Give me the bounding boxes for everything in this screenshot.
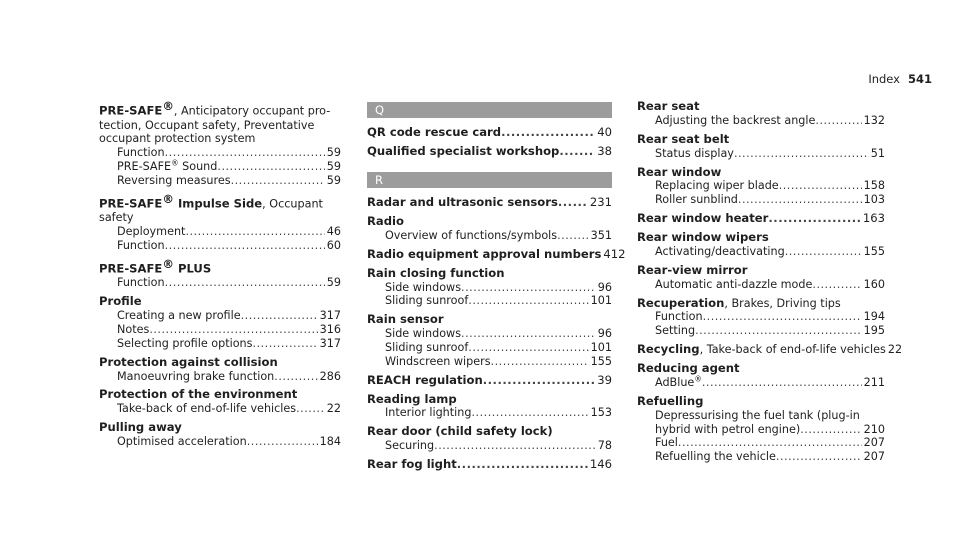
- subentry[interactable]: Side windows ..... 96: [367, 281, 612, 295]
- page-ref: 184: [319, 435, 341, 449]
- index-entry-radio: [367, 215, 612, 243]
- index-entry-rear-fog-light[interactable]: Rear fog light ..... 146: [367, 458, 612, 472]
- entry-heading[interactable]: Rear window wipers: [637, 230, 769, 245]
- entry-heading[interactable]: Reducing agent: [637, 361, 740, 376]
- page-ref: 59: [326, 146, 341, 160]
- page-ref: 132: [863, 113, 885, 127]
- page-ref: 39: [597, 372, 612, 387]
- index-entry-rear-window-heater[interactable]: Rear window heater ..... 163: [637, 212, 885, 226]
- subentry[interactable]: AdBlue® ..... 211: [637, 376, 885, 390]
- subentry[interactable]: Windscreen wipers ..... 155: [367, 355, 612, 369]
- index-entry-rear-seat: [637, 100, 885, 128]
- index-entry-profile: [99, 295, 341, 350]
- subentry[interactable]: Deployment ..... 46: [99, 225, 341, 239]
- subentry[interactable]: Notes ..... 316: [99, 323, 341, 337]
- page-ref: 160: [863, 277, 885, 291]
- entry-heading[interactable]: Pulling away: [99, 420, 182, 435]
- page-ref: 163: [862, 211, 885, 226]
- subentry[interactable]: Replacing wiper blade ..... 158: [637, 179, 885, 193]
- entry-heading[interactable]: Refuelling: [637, 394, 704, 409]
- index-entry-rain-closing-function: [367, 267, 612, 308]
- subentry[interactable]: Overview of functions/symbols ..... 351: [367, 229, 612, 243]
- page-ref: 412: [603, 246, 626, 261]
- page-ref: 211: [863, 376, 885, 390]
- page-ref: 351: [590, 228, 612, 242]
- index-entry-pre-safe: [99, 100, 341, 188]
- subentry[interactable]: Interior lighting ..... 153: [367, 406, 612, 420]
- registered-mark: ®: [162, 256, 174, 271]
- index-entry-reducing-agent: [637, 362, 885, 390]
- subentry[interactable]: Function ..... 194: [637, 310, 885, 324]
- registered-mark: ®: [162, 99, 174, 113]
- page-header: [868, 72, 932, 86]
- index-entry-qr-code-rescue-card[interactable]: QR code rescue card ..... 40: [367, 126, 612, 140]
- index-entry-pre-safe-plus: PRE-SAFE® PLUS Function ..... 59: [99, 258, 341, 290]
- page-ref: 60: [326, 238, 341, 252]
- entry-heading[interactable]: PRE-SAFE: [99, 261, 163, 276]
- page-number: 541: [907, 72, 932, 86]
- subentry[interactable]: Creating a new profile ..... 317: [99, 309, 341, 323]
- entry-heading[interactable]: Rain sensor: [367, 312, 444, 327]
- page-ref: 195: [863, 324, 885, 338]
- entry-context-cont: tection, Occupant safety, Preventative: [99, 118, 315, 132]
- page-ref: 153: [590, 406, 612, 420]
- subentry[interactable]: Securing ..... 78: [367, 439, 612, 453]
- page-ref: 40: [597, 125, 612, 139]
- subentry[interactable]: Function ..... 59: [99, 146, 341, 160]
- page-ref: 317: [319, 336, 341, 350]
- index-column-3: [637, 99, 903, 469]
- index-entry-protection-of-environment: [99, 388, 341, 416]
- entry-heading[interactable]: Reading lamp: [367, 391, 457, 406]
- page-ref: 101: [590, 294, 612, 308]
- page-ref: 155: [590, 354, 612, 368]
- index-entry-protection-against-collision: [99, 356, 341, 384]
- subentry[interactable]: Roller sunblind ..... 103: [637, 193, 885, 207]
- page-ref: 59: [326, 173, 341, 187]
- index-entry-rear-seat-belt: [637, 133, 885, 161]
- index-entry-reading-lamp: [367, 393, 612, 421]
- page-ref: 207: [863, 436, 885, 450]
- subentry[interactable]: Selecting profile options ..... 317: [99, 337, 341, 351]
- subentry[interactable]: Function ..... 59: [99, 276, 341, 290]
- index-entry-pulling-away: [99, 421, 341, 449]
- page-ref: 38: [597, 143, 612, 158]
- subentry[interactable]: Depressurising the fuel tank (plug-in hybrid with petrol engine) ..... 210: [637, 409, 885, 437]
- subentry[interactable]: Sliding sunroof ..... 101: [367, 341, 612, 355]
- page-ref: 22: [887, 343, 903, 357]
- subentry[interactable]: Manoeuvring brake function ..... 286: [99, 370, 341, 384]
- section-header-r: R: [367, 172, 612, 188]
- page-ref: 51: [870, 146, 885, 160]
- index-entry-qualified-specialist-workshop[interactable]: Qualified specialist workshop ..... 38: [367, 145, 612, 159]
- index-entry-recuperation: [637, 297, 885, 338]
- entry-context: , Occupant safety: [99, 197, 323, 225]
- page-ref: 101: [590, 340, 612, 354]
- page-ref: 146: [589, 457, 612, 472]
- index-entry-pre-safe-impulse-side: PRE-SAFE® Impulse Side, Occupant safety Deployment ..... 46 Function ..... 60: [99, 193, 341, 253]
- entry-heading[interactable]: Rain closing function: [367, 265, 505, 280]
- page-ref: 155: [863, 244, 885, 258]
- page-ref: 96: [597, 280, 612, 294]
- entry-heading[interactable]: Protection of the environment: [99, 387, 298, 402]
- index-entry-rear-view-mirror: [637, 264, 885, 292]
- entry-heading[interactable]: Rear seat: [637, 99, 700, 113]
- index-entry-radar-ultrasonic-sensors[interactable]: Radar and ultrasonic sensors ..... 231: [367, 196, 612, 210]
- registered-mark: ®: [162, 191, 174, 206]
- index-column-1: [99, 100, 341, 454]
- index-entry-rear-door-child-lock: [367, 425, 612, 453]
- subentry[interactable]: Fuel ..... 207: [637, 436, 885, 450]
- entry-heading[interactable]: Protection against collision: [99, 354, 278, 369]
- subentry[interactable]: Activating/deactivating ..... 155: [637, 245, 885, 259]
- entry-heading[interactable]: Radio: [367, 213, 404, 228]
- page-ref: 231: [589, 194, 612, 209]
- subentry[interactable]: Optimised acceleration ..... 184: [99, 435, 341, 449]
- header-index-label: Index: [868, 72, 900, 86]
- index-entry-rear-window-wipers: [637, 231, 885, 259]
- page-ref: 96: [597, 327, 612, 341]
- subentry[interactable]: Setting ..... 195: [637, 324, 885, 338]
- subentry[interactable]: Function ..... 60: [99, 239, 341, 253]
- index-entry-recycling[interactable]: Recycling, Take-back of end-of-life vehicles 22: [637, 342, 903, 357]
- page-ref: 59: [326, 276, 341, 290]
- page-ref: 78: [597, 439, 612, 453]
- subentry[interactable]: Take-back of end-of-life vehicles ..... 22: [99, 402, 341, 416]
- entry-heading[interactable]: PRE-SAFE: [99, 196, 163, 211]
- entry-heading[interactable]: Rear window: [637, 164, 722, 179]
- entry-heading[interactable]: Profile: [99, 294, 142, 309]
- page-ref: 210: [863, 422, 885, 436]
- index-column-2: [367, 102, 626, 477]
- index-entry-rain-sensor: [367, 313, 612, 368]
- page-ref: 194: [863, 310, 885, 324]
- section-header-q: Q: [367, 102, 612, 118]
- entry-context-cont: occupant protection system: [99, 132, 256, 146]
- entry-heading[interactable]: Rear seat belt: [637, 131, 730, 146]
- index-entry-radio-equipment-approval[interactable]: Radio equipment approval numbers 412: [367, 246, 626, 261]
- entry-heading[interactable]: Rear door (child safety lock): [367, 424, 553, 439]
- index-entry-rear-window: [637, 166, 885, 207]
- entry-context: , Anticipatory occupant pro-: [173, 104, 331, 118]
- page-ref: 316: [319, 322, 341, 336]
- entry-heading[interactable]: PRE-SAFE: [99, 103, 163, 118]
- entry-heading[interactable]: Recuperation: [637, 295, 725, 310]
- subentry[interactable]: Status display ..... 51: [637, 147, 885, 161]
- page-ref: 158: [863, 179, 885, 193]
- subentry[interactable]: Side windows ..... 96: [367, 327, 612, 341]
- subentry[interactable]: Automatic anti-dazzle mode ..... 160: [637, 278, 885, 292]
- page-ref: 103: [863, 193, 885, 207]
- subentry[interactable]: PRE-SAFE® Sound ..... 59: [99, 160, 341, 174]
- subentry[interactable]: Adjusting the backrest angle ..... 132: [637, 114, 885, 128]
- page-ref: 317: [319, 309, 341, 323]
- entry-heading[interactable]: Rear-view mirror: [637, 262, 748, 277]
- page-ref: 207: [863, 450, 885, 464]
- index-entry-reach-regulation[interactable]: REACH regulation ..... 39: [367, 374, 612, 388]
- subentry[interactable]: Sliding sunroof ..... 101: [367, 294, 612, 308]
- index-entry-refuelling: [637, 395, 885, 464]
- page-ref: 59: [326, 159, 341, 173]
- subentry[interactable]: Refuelling the vehicle ..... 207: [637, 450, 885, 464]
- page-ref: 22: [326, 402, 341, 416]
- subentry[interactable]: Reversing measures ..... 59: [99, 174, 341, 188]
- page-ref: 46: [326, 225, 341, 239]
- entry-context: , Brakes, Driving tips: [724, 296, 841, 310]
- page-ref: 286: [319, 369, 341, 383]
